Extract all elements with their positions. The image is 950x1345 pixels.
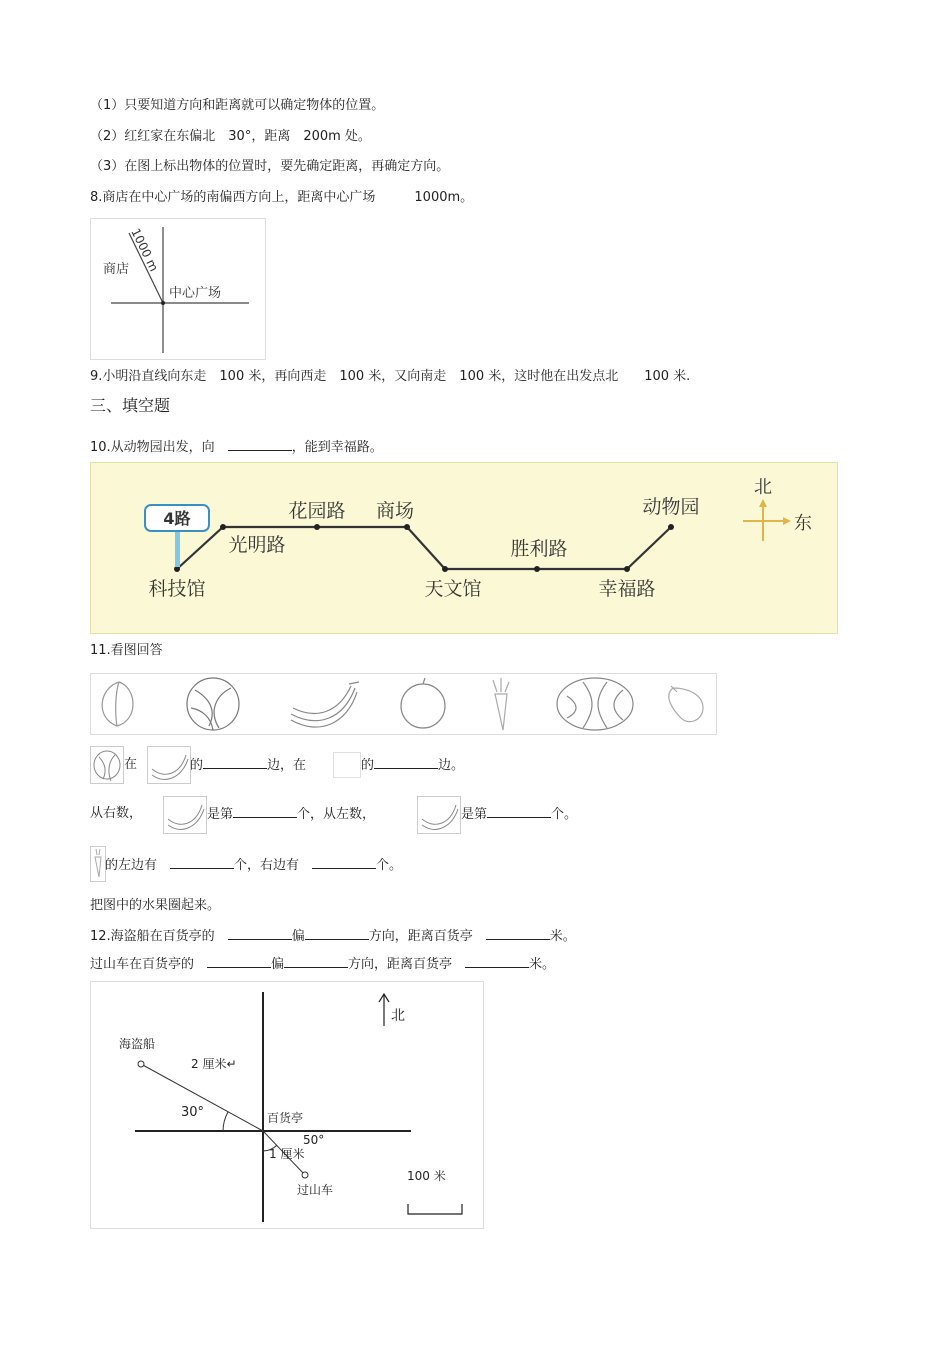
section-heading: 三、填空题 xyxy=(90,396,171,415)
carrot-icon xyxy=(91,847,105,881)
stop-shengli xyxy=(534,566,540,572)
q11-row2-text: 是第 个，从左数， xyxy=(207,807,376,822)
q12-line2: 过山车在百货亭的 偏 方向，距离百货亭 米。 xyxy=(90,957,556,972)
scale-label: 100 米 xyxy=(407,1169,446,1183)
stop-guangming xyxy=(220,524,226,530)
q11-row3-text: 的左边有 个，右边有 个。 xyxy=(105,858,403,873)
answer-blank[interactable] xyxy=(233,805,297,818)
north-label: 北 xyxy=(391,1008,405,1024)
pirate-point xyxy=(138,1061,144,1067)
answer-blank[interactable] xyxy=(305,927,369,940)
cabbage-icon xyxy=(91,747,123,783)
q11-row4: 把图中的水果圈起来。 xyxy=(90,898,221,913)
store-label: 百货亭 xyxy=(267,1111,304,1125)
q11-row1-a: 在 xyxy=(124,757,138,772)
scale-bar xyxy=(408,1204,462,1214)
label-huayuan: 花园路 xyxy=(288,500,346,522)
pirate-label: 海盗船 xyxy=(119,1037,156,1051)
banana-icon xyxy=(418,797,460,833)
compass-north-label: 北 xyxy=(754,477,772,498)
coaster-distance: 1 厘米 xyxy=(269,1147,305,1161)
carrot-icon xyxy=(493,678,509,730)
center-point xyxy=(161,301,165,305)
cabbage-thumbnail xyxy=(90,746,124,784)
stop-huayuan xyxy=(314,524,320,530)
answer-blank[interactable] xyxy=(465,955,529,968)
coaster-point xyxy=(302,1172,308,1178)
bus-sign-pole xyxy=(175,527,180,567)
statement-1: （1）只要知道方向和距离就可以确定物体的位置。 xyxy=(90,98,385,113)
answer-blank[interactable] xyxy=(374,756,438,769)
q11-row1-text: 的 边，在 xyxy=(190,758,307,773)
angle50-label: 50° xyxy=(303,1133,325,1147)
stop-zoo xyxy=(668,524,674,530)
question-9: 9.小明沿直线向东走 100 米，再向西走 100 米，又向南走 100 米，这时他在出发点北 100 米. xyxy=(90,369,691,384)
label-shengli: 胜利路 xyxy=(510,538,568,560)
compass-east-arrow xyxy=(783,517,791,525)
compass-east-label: 东 xyxy=(794,513,812,534)
compass-north-arrow xyxy=(759,499,767,507)
q11-row1-text2: 的 边。 xyxy=(361,758,465,773)
label-keji: 科技馆 xyxy=(148,578,206,600)
eggplant-icon xyxy=(669,686,703,722)
peach-icon xyxy=(102,682,133,726)
pirate-distance: 2 厘米↵ xyxy=(191,1057,237,1071)
watermelon-icon xyxy=(557,678,633,730)
stop-tianwen xyxy=(442,566,448,572)
coaster-label: 过山车 xyxy=(297,1183,334,1197)
banana-thumbnail xyxy=(147,746,191,784)
shop-label: 商店 xyxy=(103,262,130,277)
statement-3: （3）在图上标出物体的位置时，要先确定距离，再确定方向。 xyxy=(90,159,450,174)
q12-line1: 12.海盗船在百货亭的 偏 方向，距离百货亭 米。 xyxy=(90,929,576,944)
banana-icon xyxy=(291,682,359,727)
distance-label: 1000 m xyxy=(128,226,162,274)
banana-icon xyxy=(148,747,190,783)
figure-q12-amusement-map xyxy=(90,981,484,1229)
banana-icon xyxy=(164,797,206,833)
figure-q10-route-map xyxy=(90,462,838,634)
apple-icon xyxy=(401,678,445,728)
answer-blank[interactable] xyxy=(228,438,292,451)
q11-row2-text2: 是第 个。 xyxy=(461,807,578,822)
label-xingfu: 幸福路 xyxy=(598,578,656,600)
pirate-line xyxy=(141,1064,263,1131)
blank-thumbnail xyxy=(333,752,361,778)
angle30-arc xyxy=(223,1112,228,1131)
label-shangchang: 商场 xyxy=(375,500,415,522)
figure-q8-shop-map xyxy=(90,218,266,360)
label-guangming: 光明路 xyxy=(228,534,286,556)
answer-blank[interactable] xyxy=(487,805,551,818)
cabbage-icon xyxy=(187,678,239,730)
banana-thumbnail xyxy=(163,796,207,834)
answer-blank[interactable] xyxy=(486,927,550,940)
q11-row2-a: 从右数， xyxy=(90,806,143,821)
stop-xingfu xyxy=(624,566,630,572)
question-10: 10.从动物园出发，向 ，能到幸福路。 xyxy=(90,440,383,455)
label-zoo: 动物园 xyxy=(642,496,700,518)
question-8: 8.商店在中心广场的南偏西方向上，距离中心广场 1000m。 xyxy=(90,190,474,205)
answer-blank[interactable] xyxy=(170,856,234,869)
angle30-label: 30° xyxy=(181,1105,205,1120)
answer-blank[interactable] xyxy=(312,856,376,869)
statement-2: （2）红红家在东偏北 30°，距离 200m 处。 xyxy=(90,129,371,144)
answer-blank[interactable] xyxy=(203,756,267,769)
question-11-title: 11.看图回答 xyxy=(90,643,163,658)
carrot-thumbnail xyxy=(90,846,106,882)
center-label: 中心广场 xyxy=(169,286,222,301)
stop-shangchang xyxy=(404,524,410,530)
answer-blank[interactable] xyxy=(284,955,348,968)
label-tianwen: 天文馆 xyxy=(424,578,482,600)
answer-blank[interactable] xyxy=(207,955,271,968)
answer-blank[interactable] xyxy=(228,927,292,940)
banana-thumbnail xyxy=(417,796,461,834)
bus-sign-label: 4路 xyxy=(163,509,191,528)
figure-q11-items-row xyxy=(90,673,717,735)
